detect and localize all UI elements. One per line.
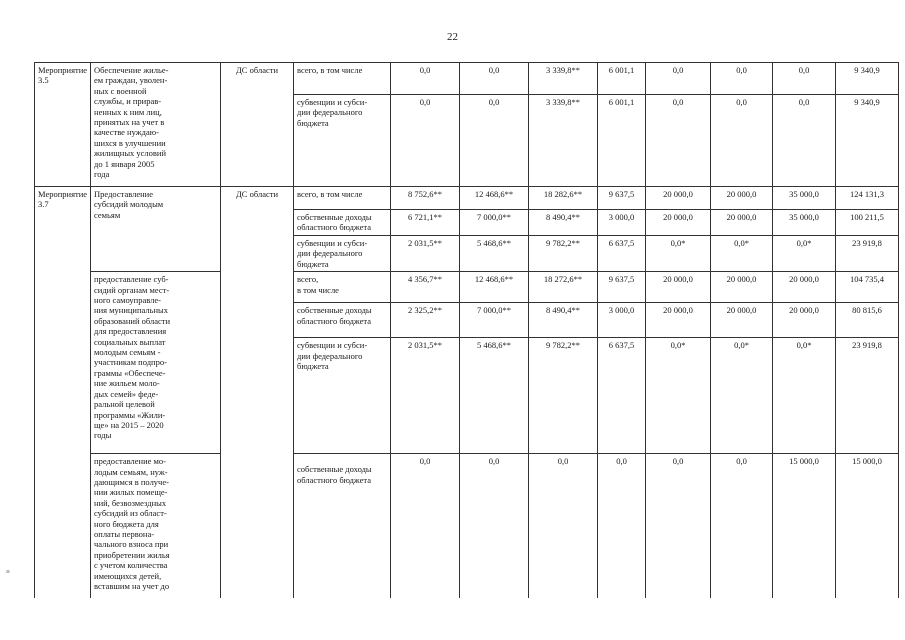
value-cell: 35 000,0 [773, 187, 836, 210]
margin-mark: ≡ [6, 568, 10, 576]
value-cell: 20 000,0 [646, 187, 711, 210]
value-cell: 0,0* [711, 236, 773, 272]
value-cell: 12 468,6** [460, 272, 529, 303]
event-description: предоставление суб- сидий органам мест- ного самоуправле- ния муниципальных образований области для предоставления социальных выплат молодым семьям - участникам подпро- граммы «Обеспече- ние жильем моло- дых семей» феде- ральной целевой программы «Жили- ще» на 2015 – 2020 годы [91, 272, 221, 454]
value-cell: 5 468,6** [460, 338, 529, 454]
event-description: Предоставление субсидий молодым семьям [91, 187, 221, 272]
value-cell: 20 000,0 [711, 187, 773, 210]
page-bottom-cutoff [0, 598, 905, 640]
value-cell: 4 356,7** [391, 272, 460, 303]
value-cell: 0,0 [773, 95, 836, 187]
value-cell: 0,0 [646, 454, 711, 600]
table-row [35, 454, 899, 600]
table-row [35, 187, 899, 210]
value-total: 15 000,0 [836, 454, 899, 600]
funding-kind: всего, в том числе [294, 63, 391, 95]
value-total: 9 340,9 [836, 95, 899, 187]
value-cell: 6 637,5 [598, 236, 646, 272]
value-cell: 20 000,0 [711, 272, 773, 303]
value-total: 9 340,9 [836, 63, 899, 95]
value-cell: 5 468,6** [460, 236, 529, 272]
value-cell: 0,0 [391, 63, 460, 95]
value-total: 124 131,3 [836, 187, 899, 210]
value-cell: 6 721,1** [391, 210, 460, 236]
value-cell: 20 000,0 [646, 272, 711, 303]
value-cell: 0,0 [460, 63, 529, 95]
value-cell: 20 000,0 [646, 303, 711, 338]
value-cell: 20 000,0 [773, 303, 836, 338]
value-total: 104 735,4 [836, 272, 899, 303]
value-cell: 9 782,2** [529, 236, 598, 272]
value-cell: 20 000,0 [711, 303, 773, 338]
funding-kind: субвенции и субси- дии федерального бюджета [294, 95, 391, 187]
page-number: 22 [447, 31, 458, 43]
value-cell: 6 001,1 [598, 95, 646, 187]
value-cell: 3 339,8** [529, 63, 598, 95]
value-total: 23 919,8 [836, 236, 899, 272]
value-cell: 7 000,0** [460, 303, 529, 338]
value-total: 100 211,5 [836, 210, 899, 236]
funding-kind: субвенции и субси- дии федерального бюджета [294, 338, 391, 454]
executor: ДС области [221, 187, 294, 600]
value-cell: 0,0* [773, 338, 836, 454]
value-cell: 0,0* [711, 338, 773, 454]
executor: ДС области [221, 63, 294, 187]
value-cell: 0,0 [711, 95, 773, 187]
value-cell: 6 637,5 [598, 338, 646, 454]
value-cell: 0,0 [646, 95, 711, 187]
value-cell: 0,0* [646, 236, 711, 272]
value-cell: 0,0 [598, 454, 646, 600]
funding-kind: субвенции и субси- дии федерального бюджета [294, 236, 391, 272]
value-cell: 0,0 [711, 63, 773, 95]
funding-kind: всего, в том числе [294, 272, 391, 303]
funding-kind: собственные доходы областного бюджета [294, 210, 391, 236]
value-total: 80 815,6 [836, 303, 899, 338]
value-cell: 3 339,8** [529, 95, 598, 187]
funding-kind: всего, в том числе [294, 187, 391, 210]
event-description: предоставление мо- лодым семьям, нуж- дающимся в получе- нии жилых помеще- ний, безвозмездных субсидий из област- ного бюджета для оплаты первона- чального взноса при приобретении жилья с учетом количества имеющихся детей, вставшим на учет до [91, 454, 221, 600]
event-description: Обеспечение жилье- ем граждан, уволен- ных с военной службы, и прирав- ненных к ним лиц, принятых на учет в качестве нуждаю- шихся в улучшении жилищных условий до 1 января 2005 года [91, 63, 221, 187]
value-cell: 18 272,6** [529, 272, 598, 303]
funding-kind: собственные доходы областного бюджета [294, 303, 391, 338]
value-cell: 9 782,2** [529, 338, 598, 454]
value-cell: 9 637,5 [598, 187, 646, 210]
table-row [35, 63, 899, 95]
value-cell: 20 000,0 [646, 210, 711, 236]
value-cell: 0,0 [646, 63, 711, 95]
value-cell: 20 000,0 [773, 272, 836, 303]
value-cell: 0,0* [646, 338, 711, 454]
value-cell: 0,0* [773, 236, 836, 272]
value-cell: 0,0 [460, 95, 529, 187]
value-cell: 6 001,1 [598, 63, 646, 95]
value-cell: 2 031,5** [391, 236, 460, 272]
value-cell: 8 490,4** [529, 210, 598, 236]
funding-kind: собственные доходы областного бюджета [294, 454, 391, 600]
value-cell: 0,0 [773, 63, 836, 95]
value-cell: 12 468,6** [460, 187, 529, 210]
value-cell: 20 000,0 [711, 210, 773, 236]
budget-table [34, 62, 899, 600]
value-cell: 2 031,5** [391, 338, 460, 454]
value-cell: 8 490,4** [529, 303, 598, 338]
value-cell: 0,0 [391, 95, 460, 187]
value-cell: 7 000,0** [460, 210, 529, 236]
value-cell: 3 000,0 [598, 210, 646, 236]
value-cell: 0,0 [711, 454, 773, 600]
value-cell: 2 325,2** [391, 303, 460, 338]
value-cell: 9 637,5 [598, 272, 646, 303]
value-cell: 35 000,0 [773, 210, 836, 236]
value-cell: 15 000,0 [773, 454, 836, 600]
value-cell: 0,0 [529, 454, 598, 600]
value-total: 23 919,8 [836, 338, 899, 454]
value-cell: 0,0 [460, 454, 529, 600]
value-cell: 0,0 [391, 454, 460, 600]
value-cell: 3 000,0 [598, 303, 646, 338]
event-label: Мероприятие 3.5 [35, 63, 91, 187]
value-cell: 8 752,6** [391, 187, 460, 210]
table-row [35, 272, 899, 303]
value-cell: 18 282,6** [529, 187, 598, 210]
event-label: Мероприятие 3.7 [35, 187, 91, 600]
